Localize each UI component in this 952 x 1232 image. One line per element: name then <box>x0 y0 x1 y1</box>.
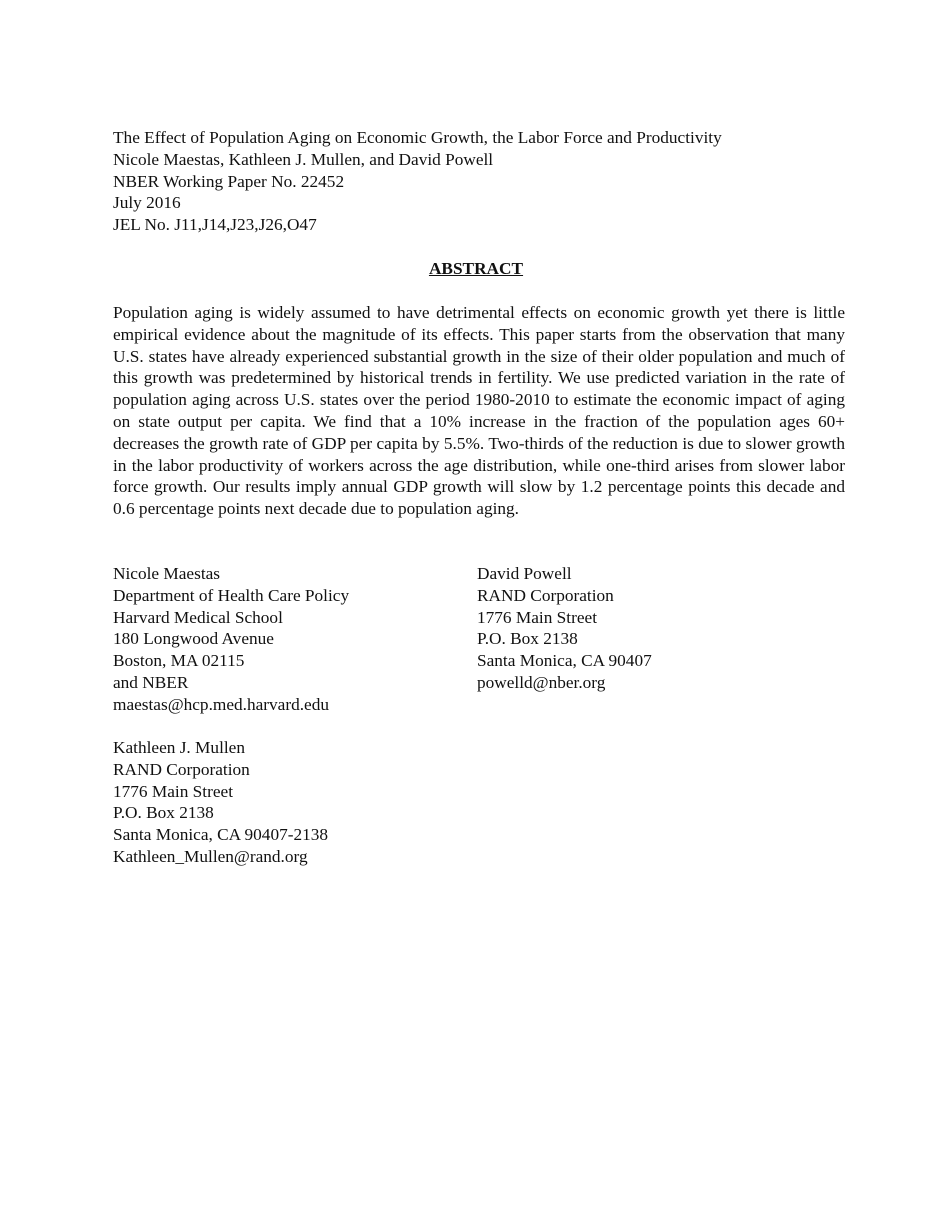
author-institution: RAND Corporation <box>477 585 614 605</box>
author-institution: Harvard Medical School <box>113 607 283 627</box>
author-email: maestas@hcp.med.harvard.edu <box>113 694 330 714</box>
author-street: 180 Longwood Avenue <box>113 629 274 649</box>
author-city: Santa Monica, CA 90407-2138 <box>113 825 329 845</box>
abstract-heading: ABSTRACT <box>428 259 524 278</box>
paper-series: NBER Working Paper No. 22452 <box>113 171 345 191</box>
author-address-mullen <box>113 737 453 868</box>
author-name: Nicole Maestas <box>113 564 221 583</box>
author-address-maestas <box>113 563 453 716</box>
paper-jel-codes: JEL No. J11,J14,J23,J26,O47 <box>113 215 317 235</box>
author-city: Santa Monica, CA 90407 <box>477 651 652 671</box>
author-name: David Powell <box>477 564 572 583</box>
paper-title: The Effect of Population Aging on Economic Growth, the Labor Force and Productivity <box>113 128 722 147</box>
paper-date: July 2016 <box>113 193 181 213</box>
author-affiliation: and NBER <box>113 672 189 692</box>
author-street: 1776 Main Street <box>477 607 597 627</box>
author-institution: RAND Corporation <box>113 759 250 779</box>
author-department: Department of Health Care Policy <box>113 585 350 605</box>
paper-header <box>113 127 853 236</box>
author-po-box: P.O. Box 2138 <box>477 629 578 649</box>
author-address-powell <box>477 563 817 694</box>
author-email: Kathleen_Mullen@rand.org <box>113 846 308 866</box>
author-city: Boston, MA 02115 <box>113 651 245 671</box>
abstract-text: Population aging is widely assumed to have detrimental effects on economic growth yet there is little empirical evidence about the magnitude of its effects. This paper starts from the observation that many U.S. states have already experienced substantial growth in the size of their older population and much of this growth was predetermined by historical trends in fertility. We use predicted variation in the rate of population aging across U.S. states over the period 1980-2010 to estimate the economic impact of aging on state output per capita. We find that a 10% increase in the fraction of the population ages 60+ decreases the growth rate of GDP per capita by 5.5%. Two-thirds of the reduction is due to slower growth in the labor productivity of workers across the age distribution, while one-third arises from slower labor force growth. Our results imply annual GDP growth will slow by 1.2 percentage points this decade and 0.6 percentage points next decade due to population aging. <box>113 303 845 519</box>
paper-authors: Nicole Maestas, Kathleen J. Mullen, and David Powell <box>113 149 494 169</box>
author-email: powelld@nber.org <box>477 672 606 692</box>
author-street: 1776 Main Street <box>113 781 233 801</box>
author-po-box: P.O. Box 2138 <box>113 803 214 823</box>
author-name: Kathleen J. Mullen <box>113 738 245 757</box>
